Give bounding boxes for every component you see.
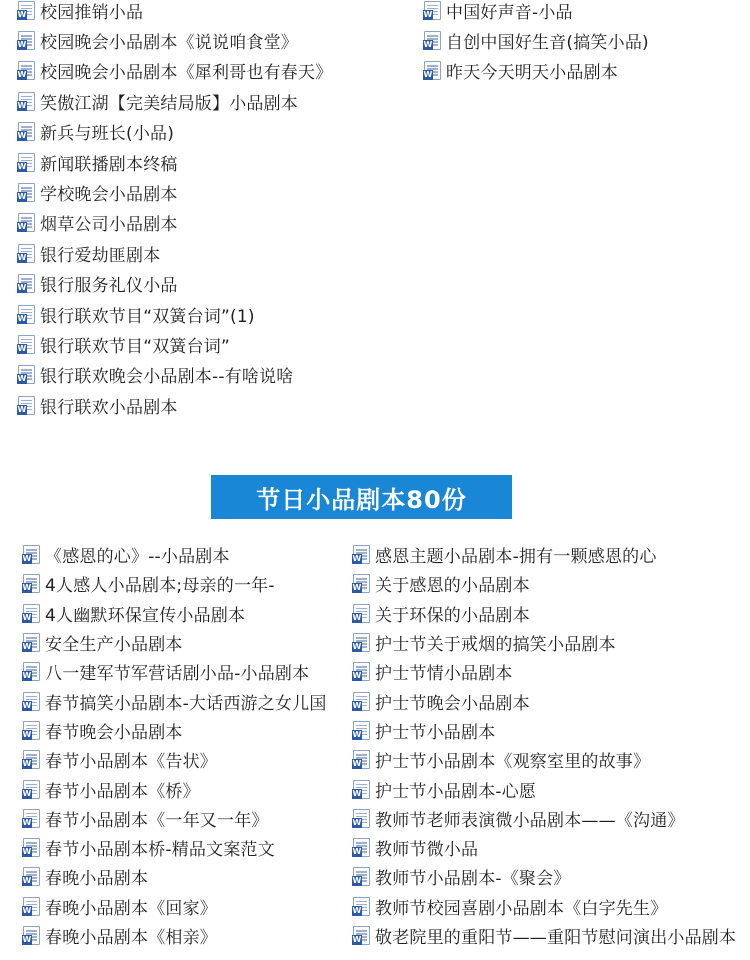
- file-list-item[interactable]: [23, 599, 327, 628]
- word-doc-icon: W: [23, 867, 40, 886]
- file-list-item[interactable]: [23, 657, 327, 686]
- word-doc-icon: W: [23, 780, 40, 799]
- file-list-item[interactable]: [424, 56, 649, 86]
- file-list-item[interactable]: [353, 862, 736, 891]
- file-list-item[interactable]: [23, 862, 327, 891]
- file-name-label: 银行联欢节目“双簧台词”: [40, 336, 231, 357]
- file-list-item[interactable]: [353, 921, 736, 950]
- file-name-label: 护士节关于戒烟的搞笑小品剧本: [375, 635, 616, 656]
- word-doc-icon: W: [353, 604, 370, 623]
- word-doc-icon: W: [23, 633, 40, 652]
- file-name-label: 教师节校园喜剧小品剧本《白字先生》: [375, 898, 668, 919]
- file-name-label: 春节搞笑小品剧本-大话西游之女儿国: [45, 693, 327, 714]
- word-doc-icon: W: [23, 662, 40, 681]
- word-doc-icon: W: [353, 926, 370, 945]
- word-doc-icon: W: [353, 838, 370, 857]
- file-list-item[interactable]: [353, 804, 736, 833]
- file-name-label: 新兵与班长(小品): [40, 124, 175, 145]
- word-doc-icon: W: [353, 545, 370, 564]
- file-name-label: 护士节小品剧本-心愿: [375, 781, 537, 802]
- file-list-item[interactable]: [23, 686, 327, 715]
- word-doc-icon: W: [18, 396, 35, 415]
- file-list-item[interactable]: [23, 569, 327, 598]
- file-name-label: 春节小品剧本《桥》: [45, 781, 200, 802]
- file-list-item[interactable]: [18, 269, 332, 299]
- file-list-item[interactable]: [23, 774, 327, 803]
- file-list-item[interactable]: [353, 716, 736, 745]
- word-doc-icon: W: [353, 780, 370, 799]
- file-name-label: 《感恩的心》--小品剧本: [45, 547, 230, 568]
- word-doc-icon: W: [18, 122, 35, 141]
- file-list-item[interactable]: [353, 540, 736, 569]
- file-name-label: 春节小品剧本桥-精品文案范文: [45, 840, 275, 861]
- word-doc-icon: W: [23, 838, 40, 857]
- file-name-label: 学校晚会小品剧本: [40, 185, 178, 206]
- file-name-label: 银行联欢节目“双簧台词”(1): [40, 306, 255, 327]
- file-list-item[interactable]: [18, 86, 332, 116]
- file-name-label: 关于环保的小品剧本: [375, 605, 530, 626]
- file-name-label: 4人感人小品剧本;母亲的一年-: [45, 576, 275, 597]
- word-doc-icon: W: [353, 897, 370, 916]
- word-doc-icon: W: [18, 61, 35, 80]
- file-list-item[interactable]: [353, 774, 736, 803]
- bottom-right-column: [353, 540, 736, 950]
- banner-title: 节日小品剧本80份: [256, 485, 467, 514]
- word-doc-icon: W: [424, 31, 441, 50]
- word-doc-icon: W: [424, 61, 441, 80]
- word-doc-icon: W: [353, 809, 370, 828]
- word-doc-icon: W: [353, 574, 370, 593]
- file-name-label: 感恩主题小品剧本-拥有一颗感恩的心: [375, 547, 657, 568]
- file-name-label: 昨天今天明天小品剧本: [446, 63, 618, 84]
- file-list-item[interactable]: [23, 892, 327, 921]
- file-list-item[interactable]: [18, 117, 332, 147]
- bottom-left-column: [23, 540, 327, 950]
- file-list-item[interactable]: [18, 25, 332, 55]
- file-name-label: 教师节小品剧本-《聚会》: [375, 869, 571, 890]
- word-doc-icon: W: [18, 335, 35, 354]
- file-name-label: 校园晚会小品剧本《说说咱食堂》: [40, 33, 298, 54]
- file-list-item[interactable]: [23, 921, 327, 950]
- word-doc-icon: W: [18, 365, 35, 384]
- file-name-label: 教师节微小品: [375, 840, 479, 861]
- file-list-item[interactable]: [424, 0, 649, 25]
- file-list-item[interactable]: [18, 147, 332, 177]
- file-name-label: 烟草公司小品剧本: [40, 215, 178, 236]
- file-name-label: 春节小品剧本《一年又一年》: [45, 810, 269, 831]
- file-list-item[interactable]: [424, 25, 649, 55]
- file-list-item[interactable]: [23, 804, 327, 833]
- file-list-item[interactable]: [23, 540, 327, 569]
- file-name-label: 4人幽默环保宣传小品剧本: [45, 605, 246, 626]
- top-left-column: [18, 0, 332, 420]
- file-list-item[interactable]: [23, 716, 327, 745]
- file-list-item[interactable]: [18, 390, 332, 420]
- file-list-item[interactable]: [353, 745, 736, 774]
- file-list-item[interactable]: [18, 56, 332, 86]
- file-name-label: 护士节晚会小品剧本: [375, 693, 530, 714]
- file-list-item[interactable]: [353, 686, 736, 715]
- file-name-label: 新闻联播剧本终稿: [40, 154, 178, 175]
- file-name-label: 银行联欢晚会小品剧本--有啥说啥: [40, 367, 294, 388]
- file-name-label: 敬老院里的重阳节——重阳节慰问演出小品剧本: [375, 928, 737, 948]
- file-name-label: 银行联欢小品剧本: [40, 397, 178, 418]
- file-list-item[interactable]: [353, 833, 736, 862]
- file-name-label: 教师节老师表演微小品剧本——《沟通》: [375, 810, 685, 831]
- word-doc-icon: W: [353, 867, 370, 886]
- word-doc-icon: W: [18, 1, 35, 20]
- file-name-label: 春晚小品剧本: [45, 869, 149, 890]
- word-doc-icon: W: [23, 545, 40, 564]
- file-list-item[interactable]: [353, 892, 736, 921]
- file-name-label: 护士节小品剧本《观察室里的故事》: [375, 752, 651, 773]
- word-doc-icon: W: [18, 274, 35, 293]
- word-doc-icon: W: [353, 750, 370, 769]
- file-list-item[interactable]: [18, 360, 332, 390]
- file-list-item[interactable]: [23, 833, 327, 862]
- word-doc-icon: W: [18, 92, 35, 111]
- file-name-label: 护士节小品剧本: [375, 722, 496, 743]
- word-doc-icon: W: [23, 721, 40, 740]
- file-list-item[interactable]: [23, 745, 327, 774]
- word-doc-icon: W: [23, 926, 40, 945]
- word-doc-icon: W: [18, 305, 35, 324]
- file-name-label: 春晚小品剧本《回家》: [45, 898, 217, 919]
- file-name-label: 春晚小品剧本《相亲》: [45, 928, 217, 948]
- file-list-item[interactable]: [18, 299, 332, 329]
- file-list-item[interactable]: [18, 0, 332, 25]
- word-doc-icon: W: [23, 897, 40, 916]
- file-name-label: 春节晚会小品剧本: [45, 722, 183, 743]
- file-name-label: 安全生产小品剧本: [45, 635, 183, 656]
- word-doc-icon: W: [18, 183, 35, 202]
- file-name-label: 关于感恩的小品剧本: [375, 576, 530, 597]
- word-doc-icon: W: [18, 31, 35, 50]
- file-list-item[interactable]: [353, 599, 736, 628]
- file-list-item[interactable]: [353, 569, 736, 598]
- section-banner: [211, 475, 512, 519]
- word-doc-icon: W: [353, 692, 370, 711]
- file-list-item[interactable]: [23, 628, 327, 657]
- word-doc-icon: W: [353, 633, 370, 652]
- file-list-item[interactable]: [18, 177, 332, 207]
- file-name-label: 校园晚会小品剧本《犀利哥也有春天》: [40, 63, 333, 84]
- file-name-label: 中国好声音-小品: [446, 2, 573, 23]
- file-name-label: 八一建军节军营话剧小品-小品剧本: [45, 664, 310, 685]
- file-name-label: 春节小品剧本《告状》: [45, 752, 217, 773]
- word-doc-icon: W: [424, 1, 441, 20]
- file-list-item[interactable]: [353, 657, 736, 686]
- word-doc-icon: W: [23, 809, 40, 828]
- file-name-label: 校园推销小品: [40, 2, 144, 23]
- word-doc-icon: W: [23, 750, 40, 769]
- word-doc-icon: W: [18, 153, 35, 172]
- word-doc-icon: W: [23, 574, 40, 593]
- file-name-label: 银行服务礼仪小品: [40, 276, 178, 297]
- file-name-label: 自创中国好生音(搞笑小品): [446, 33, 649, 54]
- file-list-item[interactable]: [18, 329, 332, 359]
- word-doc-icon: W: [18, 213, 35, 232]
- word-doc-icon: W: [18, 244, 35, 263]
- word-doc-icon: W: [353, 662, 370, 681]
- file-name-label: 银行爱劫匪剧本: [40, 245, 161, 266]
- word-doc-icon: W: [353, 721, 370, 740]
- top-right-column: [424, 0, 649, 86]
- file-list-item[interactable]: [18, 238, 332, 268]
- file-name-label: 护士节情小品剧本: [375, 664, 513, 685]
- file-list-item[interactable]: [353, 628, 736, 657]
- file-list-item[interactable]: [18, 208, 332, 238]
- word-doc-icon: W: [23, 692, 40, 711]
- word-doc-icon: W: [23, 604, 40, 623]
- file-name-label: 笑傲江湖【完美结局版】小品剧本: [40, 93, 298, 114]
